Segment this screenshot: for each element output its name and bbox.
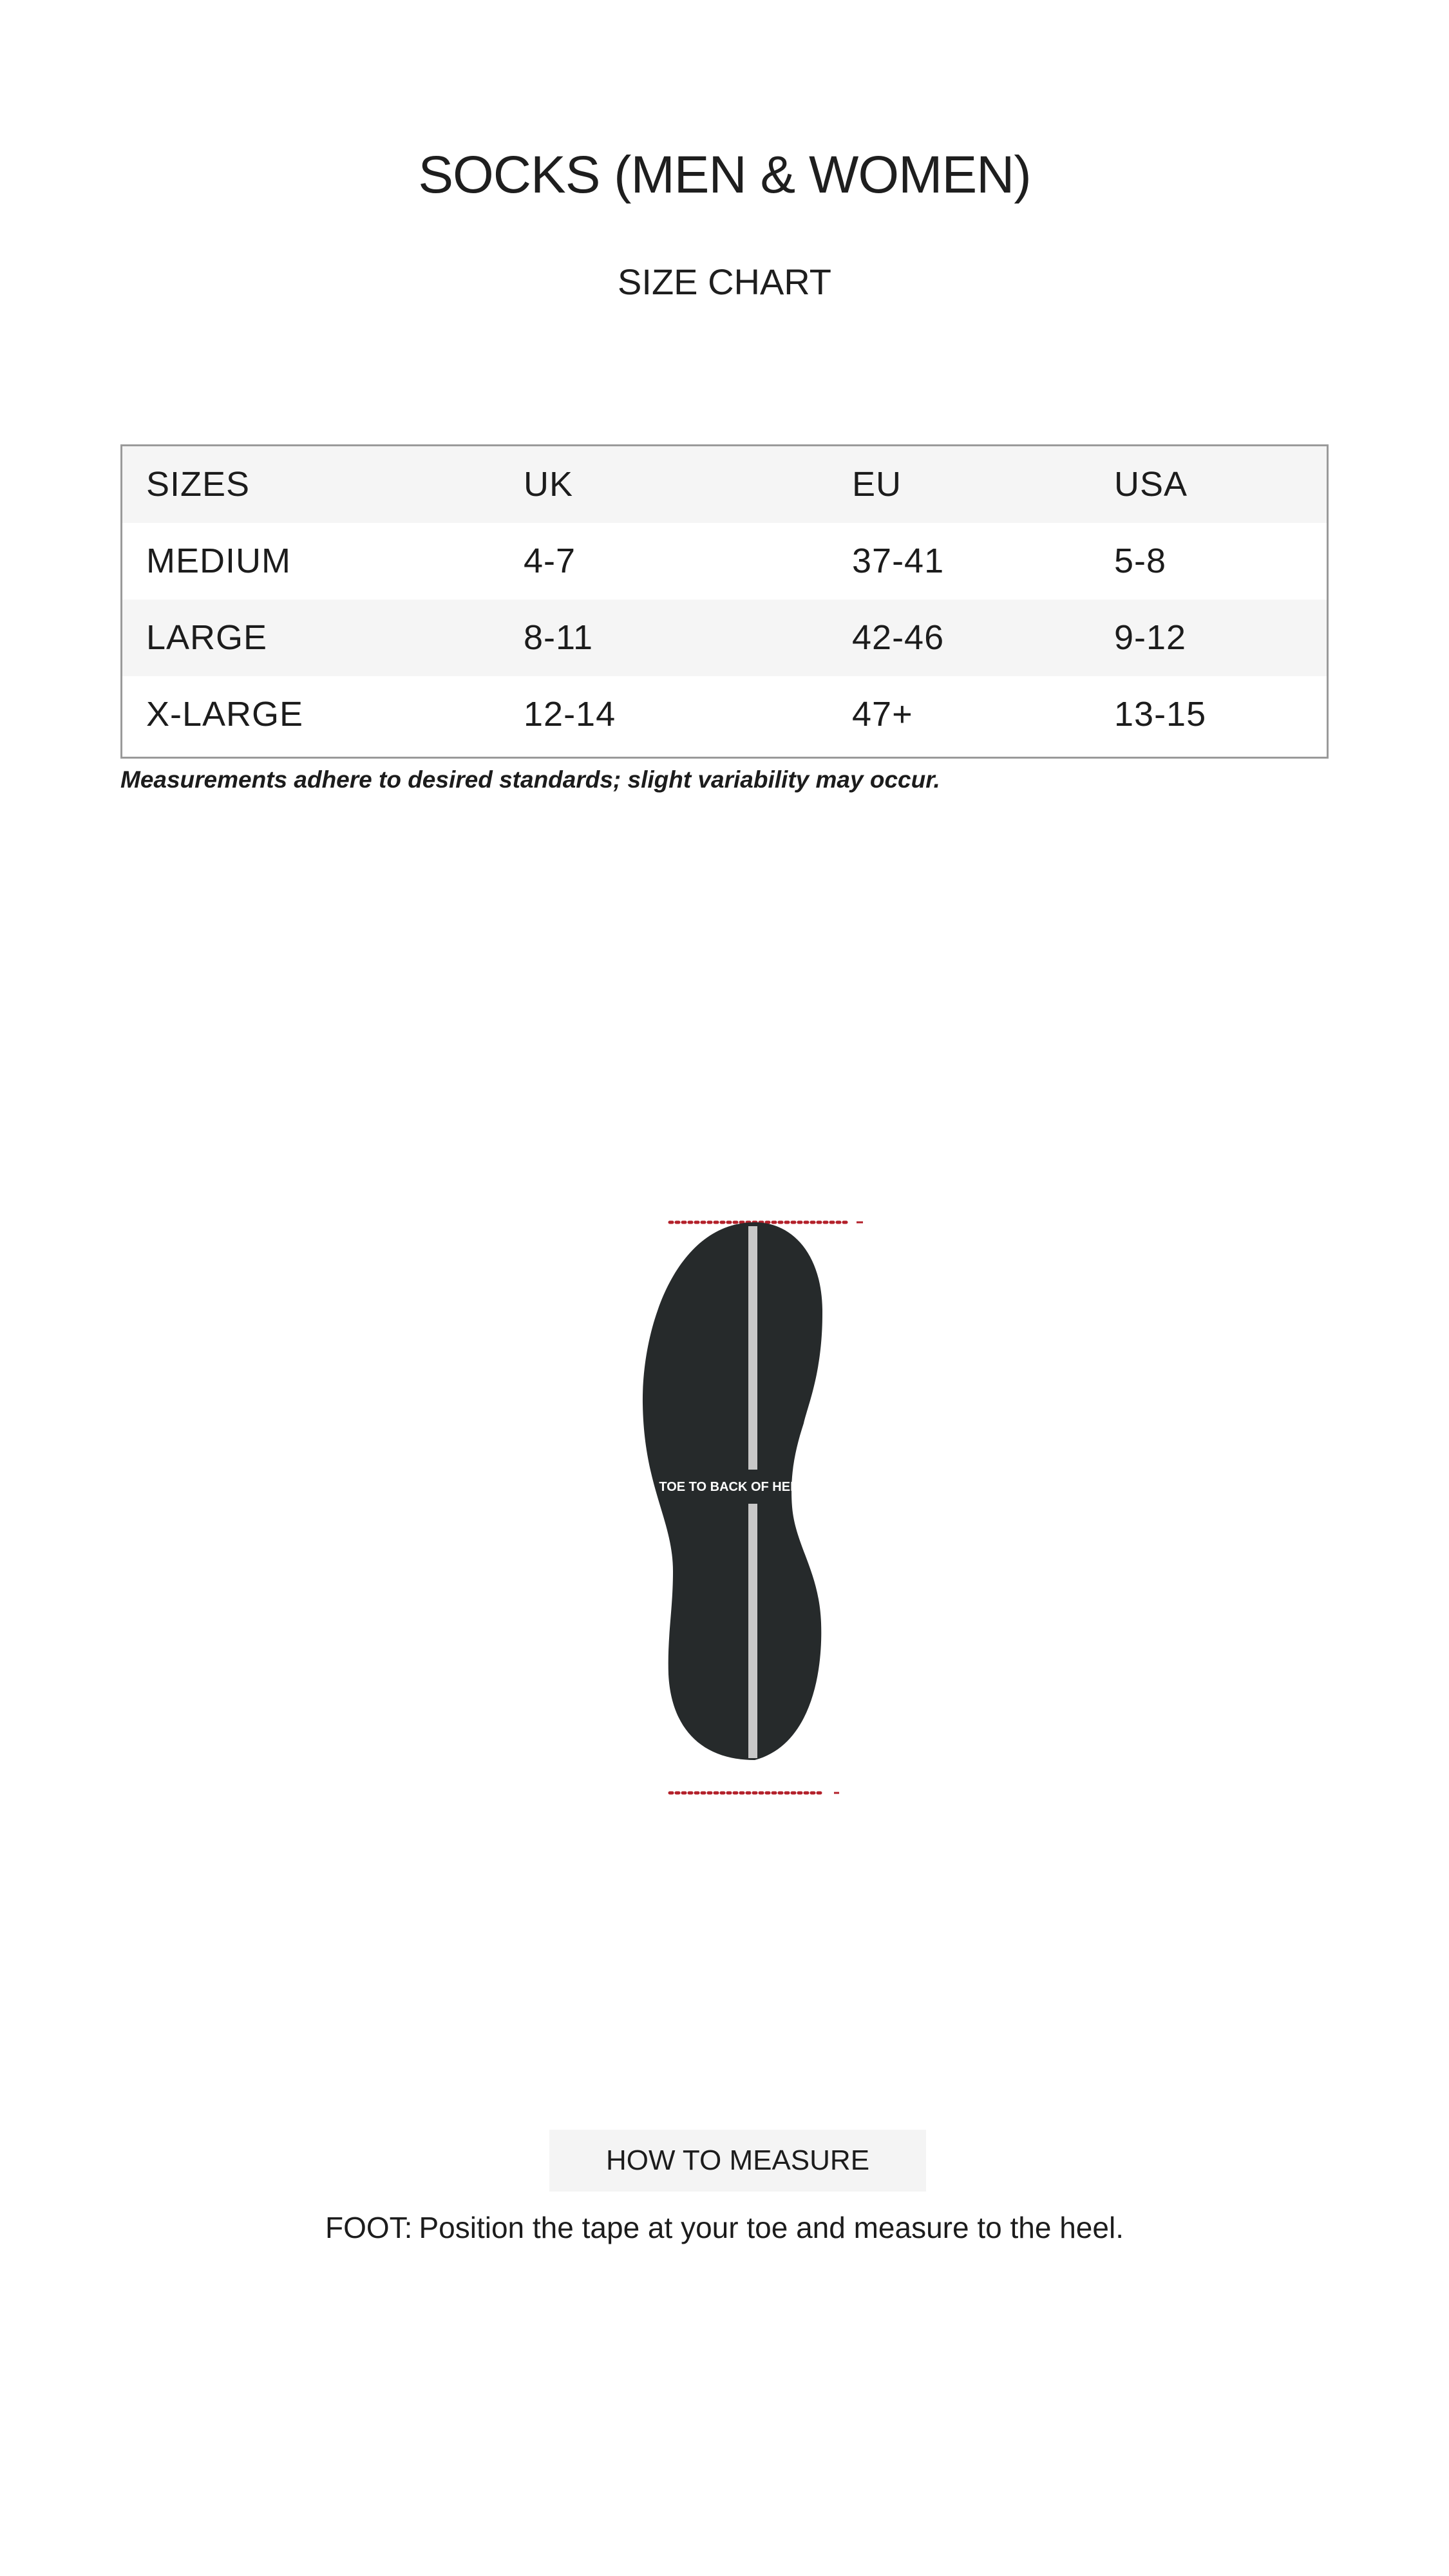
foot-measure-instruction (0, 2210, 1449, 2245)
table-header-row (122, 446, 1327, 523)
measure-line-lower (748, 1504, 757, 1758)
column-header-usa: USA (1114, 465, 1188, 504)
page-title: SOCKS (MEN & WOMEN) (418, 146, 1031, 204)
measurement-disclaimer: Measurements adhere to desired standards; slight variability may occur. (120, 766, 940, 793)
foot-sole-illustration (638, 1211, 882, 1810)
table-row (122, 600, 1327, 676)
size-name-cell: MEDIUM (146, 542, 291, 580)
table-row (122, 676, 1327, 753)
column-header-sizes: SIZES (146, 465, 251, 504)
size-chart-table (120, 444, 1329, 759)
uk-size-cell: 8-11 (524, 618, 594, 657)
eu-size-cell: 37-41 (852, 542, 945, 580)
eu-size-cell: 42-46 (852, 618, 945, 657)
foot-label: FOOT: (325, 2211, 413, 2244)
column-header-eu: EU (852, 465, 902, 504)
column-header-uk: UK (524, 465, 574, 504)
uk-size-cell: 12-14 (524, 695, 616, 734)
table-row (122, 523, 1327, 600)
usa-size-cell: 9-12 (1114, 618, 1187, 657)
how-to-measure-heading: HOW TO MEASURE (549, 2130, 926, 2192)
foot-measure-diagram (638, 1211, 882, 1810)
size-name-cell: LARGE (146, 618, 268, 657)
uk-size-cell: 4-7 (524, 542, 576, 580)
measure-line-upper (748, 1226, 757, 1470)
usa-size-cell: 5-8 (1114, 542, 1167, 580)
foot-instruction-text: Position the tape at your toe and measure to the heel. (419, 2211, 1124, 2244)
page-subtitle: SIZE CHART (618, 261, 831, 302)
size-name-cell: X-LARGE (146, 695, 304, 734)
usa-size-cell: 13-15 (1114, 695, 1207, 734)
eu-size-cell: 47+ (852, 695, 913, 734)
toe-to-heel-label: TOE TO BACK OF HEEL (659, 1480, 807, 1494)
